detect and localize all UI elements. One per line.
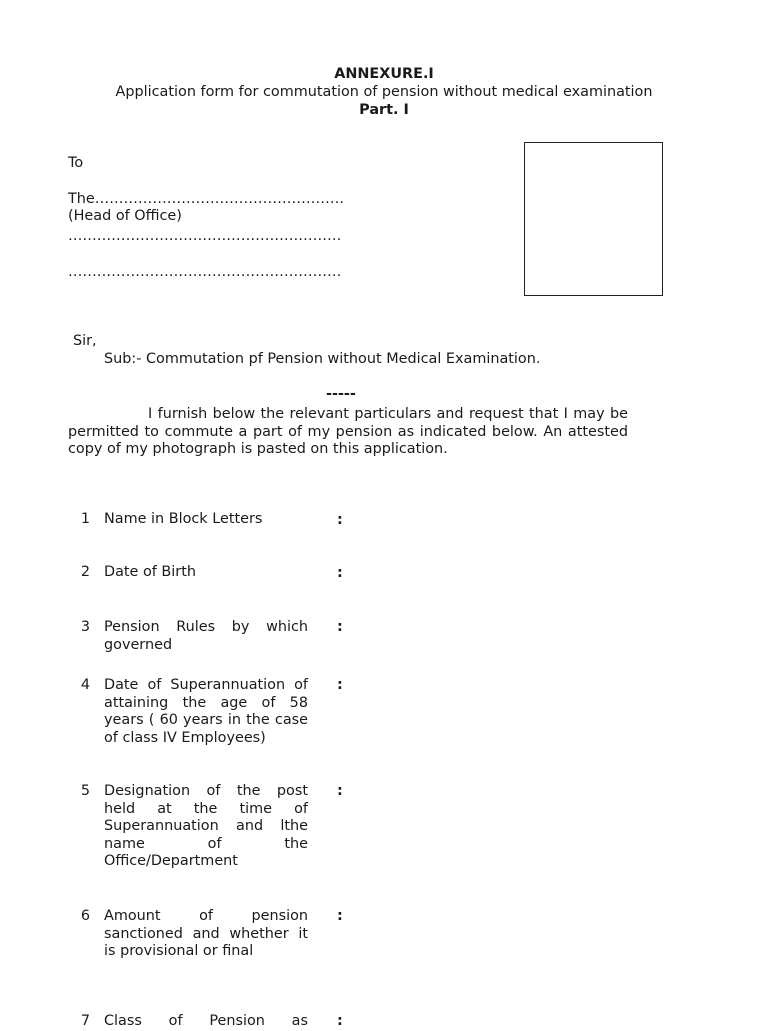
request-paragraph-text: I furnish below the relevant particulars and request that I may be permitted to commute a part of my pension as indicated below. An attested copy of my photograph is pasted on this application. bbox=[68, 406, 628, 457]
item-number: 1 bbox=[80, 511, 90, 527]
item-number: 3 bbox=[80, 619, 90, 635]
item-colon: : bbox=[337, 512, 343, 528]
photograph-box bbox=[524, 142, 663, 296]
item-number: 6 bbox=[80, 908, 90, 924]
annexure-title: ANNEXURE.I bbox=[334, 66, 434, 82]
address-dotted-line-2: ………………………………………………… bbox=[68, 264, 342, 280]
item-colon: : bbox=[337, 565, 343, 581]
item-colon: : bbox=[337, 619, 343, 635]
head-of-office-label: (Head of Office) bbox=[68, 208, 182, 224]
item-label-pension-rules: Pension Rules by which governed bbox=[104, 619, 308, 653]
item-number: 4 bbox=[80, 677, 90, 693]
separator-dashes: ----- bbox=[326, 386, 356, 402]
form-subtitle: Application form for commutation of pension without medical examination bbox=[115, 84, 653, 100]
item-label-dob: Date of Birth bbox=[104, 564, 196, 580]
to-label: To bbox=[68, 155, 84, 171]
request-paragraph bbox=[68, 406, 628, 459]
address-dotted-line-1: ………………………………………………… bbox=[68, 228, 342, 244]
item-colon: : bbox=[337, 677, 343, 693]
item-label-name: Name in Block Letters bbox=[104, 511, 263, 527]
salutation: Sir, bbox=[73, 333, 97, 349]
item-label-designation: Designation of the post held at the time of Superannuation and lthe name of the Office/Department bbox=[104, 783, 308, 869]
item-label-pension-amount: Amount of pension sanctioned and whether it is provisional or final bbox=[104, 908, 308, 959]
item-colon: : bbox=[337, 783, 343, 799]
item-number: 5 bbox=[80, 783, 90, 799]
item-colon: : bbox=[337, 908, 343, 924]
item-colon: : bbox=[337, 1013, 343, 1029]
subject-line: Sub:- Commutation pf Pension without Medical Examination. bbox=[104, 351, 541, 367]
item-label-class-of-pension: Class of Pension as bbox=[104, 1013, 308, 1029]
part-heading: Part. I bbox=[359, 102, 409, 118]
item-label-superannuation-date: Date of Superannuation of attaining the age of 58 years ( 60 years in the case of class IV Employees) bbox=[104, 677, 308, 746]
the-dotted-line: The……………………………………………. bbox=[68, 191, 344, 207]
item-number: 7 bbox=[80, 1013, 90, 1029]
item-number: 2 bbox=[80, 564, 90, 580]
